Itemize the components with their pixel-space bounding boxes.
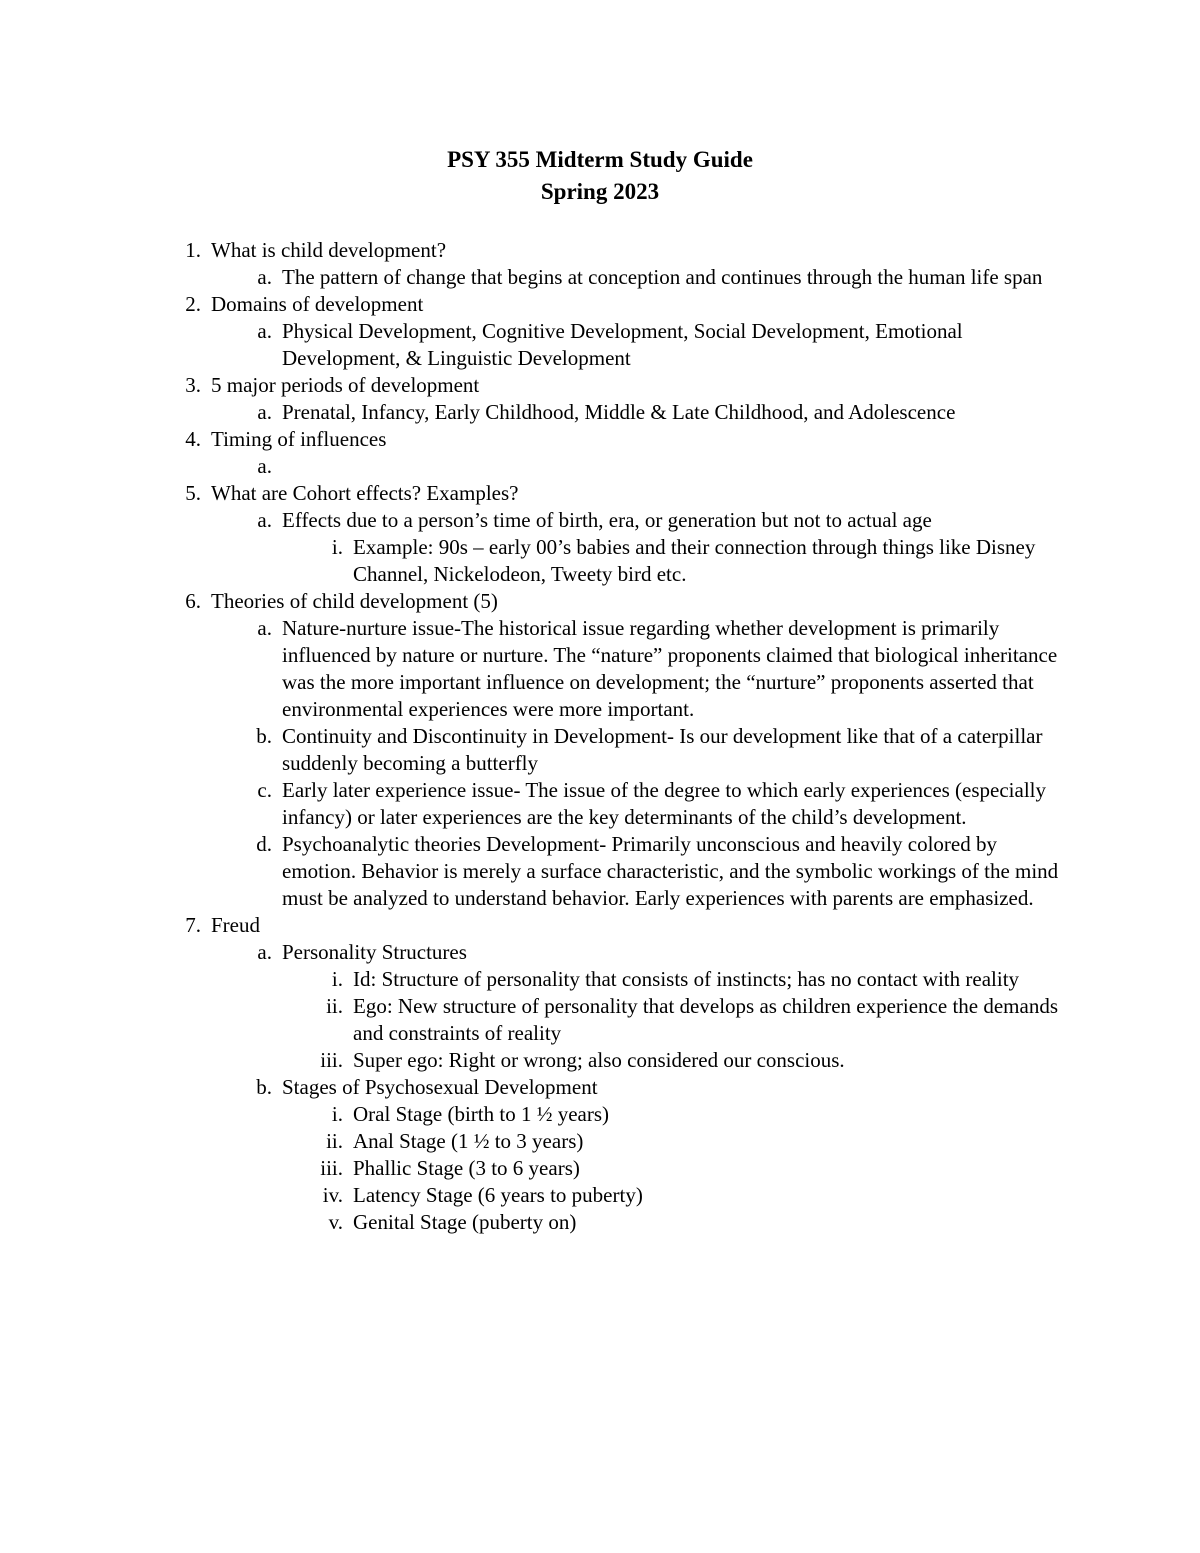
item-marker: iv. [322,1183,343,1207]
outline-item-level-1 [0,912,1200,939]
item-marker: iii. [320,1048,343,1072]
item-text: Stages of Psychosexual Development [282,1075,598,1099]
item-text: Physical Development, Cognitive Development, Social Development, Emotional Development, & Linguistic Development [282,319,963,370]
outline-item-level-3 [0,993,1200,1047]
item-text: Theories of child development (5) [211,589,498,613]
item-text: Psychoanalytic theories Development- Primarily unconscious and heavily colored by emotion. Behavior is merely a surface characteristic, and the symbolic workings of the mind must be analyzed to understand behavior. Early experiences with parents are emphasized. [282,832,1059,910]
item-marker: a. [257,616,272,640]
item-marker: c. [257,778,272,802]
title-block [0,144,1200,208]
item-text: Phallic Stage (3 to 6 years) [353,1156,580,1180]
outline-item-level-1 [0,372,1200,399]
item-marker: i. [331,535,343,559]
item-text: Oral Stage (birth to 1 ½ years) [353,1102,610,1126]
outline-item-level-2 [0,939,1200,966]
outline-list [0,237,1200,1236]
item-marker: a. [257,508,272,532]
item-marker: b. [256,724,272,748]
item-marker: 1. [185,238,201,262]
outline-item-level-3 [0,1182,1200,1209]
item-text: Id: Structure of personality that consists of instincts; has no contact with reality [353,967,1020,991]
outline-item-level-3 [0,534,1200,588]
outline-item-level-1 [0,480,1200,507]
outline-item-level-1 [0,237,1200,264]
item-text: 5 major periods of development [211,373,480,397]
item-marker: ii. [326,1129,343,1153]
outline-item-level-2 [0,615,1200,723]
document-subtitle: Spring 2023 [540,179,660,204]
outline-item-level-2 [0,318,1200,372]
item-marker: a. [257,319,272,343]
item-text: What is child development? [211,238,447,262]
item-marker: 2. [185,292,201,316]
item-text: Freud [211,913,260,937]
item-text: Effects due to a person’s time of birth, era, or generation but not to actual age [282,508,932,532]
item-marker: b. [256,1075,272,1099]
outline-item-level-1 [0,426,1200,453]
item-text: Anal Stage (1 ½ to 3 years) [353,1129,584,1153]
item-text: Personality Structures [282,940,467,964]
outline-item-level-2 [0,453,1200,480]
item-text: Super ego: Right or wrong; also considered our conscious. [353,1048,845,1072]
document-title: PSY 355 Midterm Study Guide [447,147,753,172]
item-text: Nature-nurture issue-The historical issue regarding whether development is primarily influenced by nature or nurture. The “nature” proponents claimed that biological inheritance was the more important influence on development; the “nurture” proponents asserted that environmental experiences were more important. [282,616,1058,721]
item-marker: 7. [185,913,201,937]
outline-item-level-2 [0,777,1200,831]
item-text: Domains of development [211,292,424,316]
outline-item-level-2 [0,831,1200,912]
item-text: Prenatal, Infancy, Early Childhood, Middle & Late Childhood, and Adolescence [282,400,956,424]
item-marker: i. [331,967,343,991]
item-text: Example: 90s – early 00’s babies and their connection through things like Disney Channel, Nickelodeon, Tweety bird etc. [353,535,1036,586]
item-marker: d. [256,832,272,856]
item-marker: 3. [185,373,201,397]
item-marker: i. [331,1102,343,1126]
outline-item-level-1 [0,588,1200,615]
item-text [282,453,1062,480]
outline-item-level-1 [0,291,1200,318]
outline-item-level-2 [0,507,1200,534]
outline-item-level-2 [0,723,1200,777]
item-marker: ii. [326,994,343,1018]
outline-item-level-2 [0,264,1200,291]
item-text: Ego: New structure of personality that develops as children experience the demands and constraints of reality [353,994,1059,1045]
item-marker: 4. [185,427,201,451]
outline-item-level-3 [0,1101,1200,1128]
item-text: The pattern of change that begins at conception and continues through the human life span [282,265,1043,289]
outline-item-level-3 [0,1209,1200,1236]
item-marker: 6. [185,589,201,613]
item-marker: a. [257,265,272,289]
item-marker: iii. [320,1156,343,1180]
outline-item-level-2 [0,1074,1200,1101]
item-marker: a. [257,400,272,424]
outline-item-level-3 [0,966,1200,993]
item-text: Timing of influences [211,427,387,451]
item-marker: a. [257,454,272,478]
item-marker: 5. [185,481,201,505]
item-marker: v. [328,1210,343,1234]
item-text: Genital Stage (puberty on) [353,1210,577,1234]
outline-item-level-3 [0,1155,1200,1182]
outline-item-level-3 [0,1047,1200,1074]
item-text: What are Cohort effects? Examples? [211,481,519,505]
outline-item-level-3 [0,1128,1200,1155]
item-text: Early later experience issue- The issue of the degree to which early experiences (especially infancy) or later experiences are the key determinants of the child’s development. [282,778,1047,829]
outline-item-level-2 [0,399,1200,426]
item-marker: a. [257,940,272,964]
item-text: Continuity and Discontinuity in Development- Is our development like that of a caterpillar suddenly becoming a butterfly [282,724,1043,775]
item-text: Latency Stage (6 years to puberty) [353,1183,643,1207]
